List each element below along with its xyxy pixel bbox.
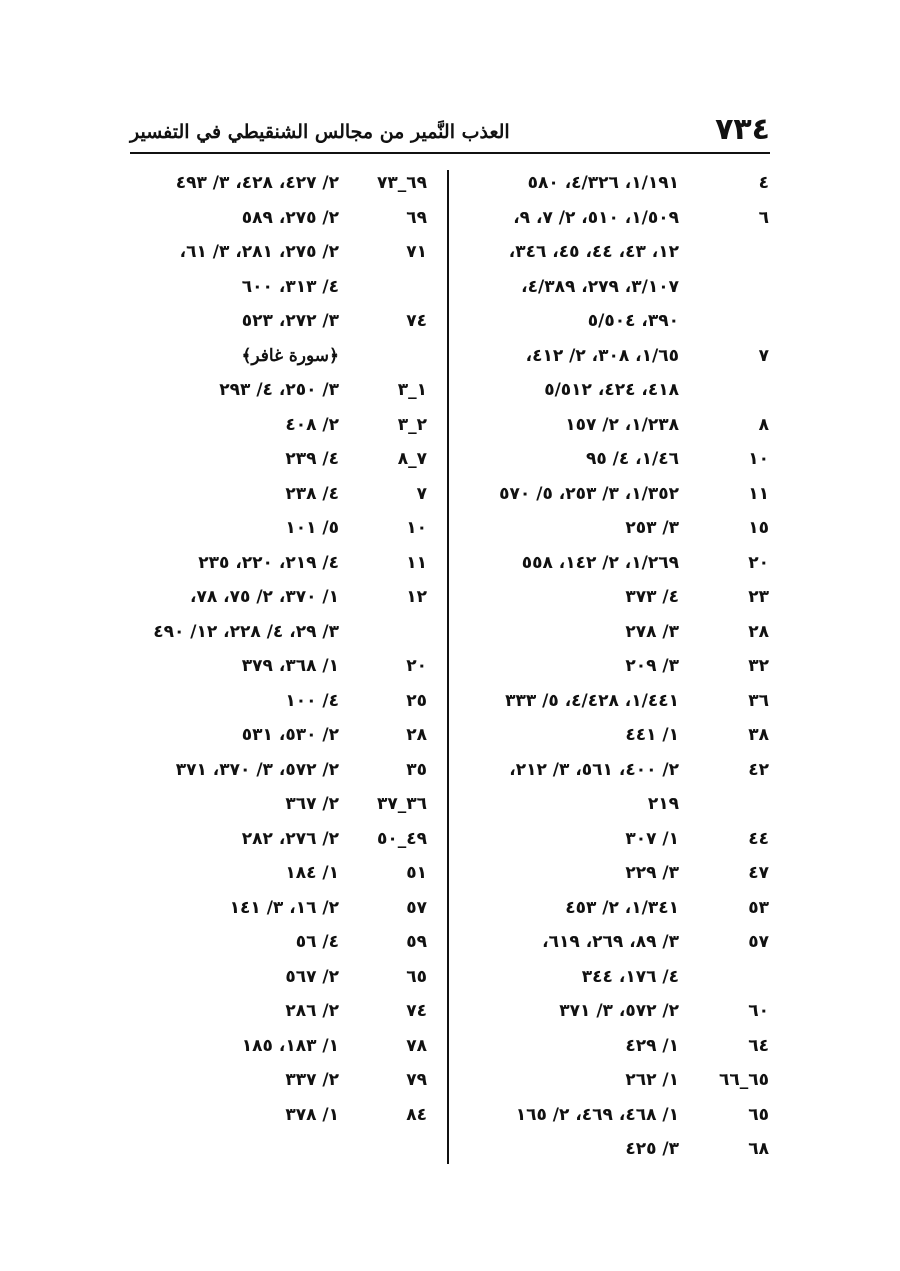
- index-row: [130, 477, 435, 512]
- index-row: [470, 477, 775, 512]
- page-number: ٧٣٤: [715, 112, 770, 147]
- index-row: [470, 373, 775, 408]
- index-row: [130, 511, 435, 546]
- index-row: [470, 511, 775, 546]
- page-references: ١/ ٣٧٠، ٢/ ٧٥، ٧٨،: [190, 587, 339, 607]
- page-references: ٣/ ٢٩، ٤/ ٢٢٨، ١٢/ ٤٩٠: [153, 621, 339, 642]
- page-references: ٣/ ٢٧٨: [625, 621, 679, 642]
- ayah-number: ٢٥: [406, 690, 427, 711]
- index-row: [130, 580, 435, 615]
- page-references: ٢١٩: [647, 794, 679, 814]
- index-row: [470, 994, 775, 1029]
- index-row: [130, 339, 435, 374]
- ayah-number: ٥٩: [406, 932, 427, 952]
- index-row: [130, 822, 435, 857]
- ayah-number: ٥٧: [748, 932, 769, 952]
- index-column-right: [470, 166, 775, 1167]
- index-row: [470, 718, 775, 753]
- ayah-number: ٣٥: [406, 759, 427, 780]
- page-header: [130, 112, 770, 154]
- ayah-number: ٦٩_٧٣: [376, 173, 427, 193]
- page-references: ٤/ ٢٣٩: [285, 449, 339, 469]
- ayah-number: ١٥: [748, 518, 769, 538]
- index-row: [470, 615, 775, 650]
- index-row: [130, 925, 435, 960]
- page-references: ١/٣٤١، ٢/ ٤٥٣: [565, 897, 679, 918]
- page-references: ٣٩٠، ٥/٥٠٤: [587, 311, 679, 331]
- column-divider: [447, 170, 449, 1164]
- index-row: [130, 1098, 435, 1133]
- page-references: ٤/ ٢٣٨: [285, 483, 339, 504]
- index-row: [130, 201, 435, 236]
- index-row: [470, 580, 775, 615]
- ayah-number: ٦: [758, 207, 769, 228]
- index-row: [470, 684, 775, 719]
- page-references: ١/ ٤٤١: [625, 725, 679, 745]
- index-row: [470, 787, 775, 822]
- ayah-number: ١٠: [406, 518, 427, 538]
- page-references: ١/٤٤١، ٤/٤٢٨، ٥/ ٣٣٣: [505, 690, 679, 711]
- index-row: [130, 994, 435, 1029]
- index-column-left: [130, 166, 435, 1132]
- page-references: ٢/ ١٦، ٣/ ١٤١: [229, 897, 339, 918]
- index-row: [470, 235, 775, 270]
- page-references: ٣/ ٨٩، ٢٦٩، ٦١٩،: [542, 932, 679, 952]
- page-references: ٣/١٠٧، ٢٧٩، ٤/٣٨٩،: [521, 276, 679, 297]
- index-row: [130, 546, 435, 581]
- ayah-number: ١١: [406, 552, 427, 573]
- page-references: ٢/ ٥٧٢، ٣/ ٣٧٠، ٣٧١: [175, 759, 339, 780]
- page-references: ١/ ٣٧٨: [285, 1104, 339, 1125]
- page-references: ١/ ٣٠٧: [625, 828, 679, 849]
- page-references: ٣/ ٢٧٢، ٥٢٣: [241, 311, 339, 331]
- ayah-number: ٦٥: [748, 1104, 769, 1125]
- index-row: [130, 408, 435, 443]
- ayah-number: ٦٤: [748, 1035, 769, 1056]
- page-references: ٤/ ٥٦: [295, 932, 339, 952]
- ayah-number: ٧: [758, 345, 769, 366]
- ayah-number: ٨٤: [406, 1104, 427, 1125]
- ayah-number: ٢٣: [748, 587, 769, 607]
- ayah-number: ٦٠: [748, 1001, 769, 1021]
- book-title: العذب النَّمير من مجالس الشنقيطي في التفسير: [130, 121, 510, 143]
- index-row: [130, 235, 435, 270]
- page-references: ٣/ ٢٥٠، ٤/ ٢٩٣: [219, 380, 339, 400]
- surah-heading: ﴿سورة غافر﴾: [241, 345, 339, 366]
- index-row: [470, 546, 775, 581]
- ayah-number: ٤: [758, 173, 769, 193]
- page-references: ١/٥٠٩، ٥١٠، ٢/ ٧، ٩،: [513, 207, 679, 228]
- page-references: ٤١٨، ٤٢٤، ٥/٥١٢: [544, 380, 679, 400]
- page-references: ١/ ٣٦٨، ٣٧٩: [241, 656, 339, 676]
- ayah-number: ٧: [416, 483, 427, 504]
- ayah-number: ٦٩: [406, 207, 427, 228]
- ayah-number: ٧٨: [406, 1035, 427, 1056]
- ayah-number: ١_٣: [397, 380, 427, 400]
- page-references: ١/٢٦٩، ٢/ ١٤٢، ٥٥٨: [521, 552, 679, 573]
- ayah-number: ١٠: [748, 449, 769, 469]
- ayah-number: ٤٢: [748, 759, 769, 780]
- page-references: ٤/ ٣٧٣: [625, 587, 679, 607]
- page-references: ٣/ ٤٢٥: [625, 1139, 679, 1159]
- page-references: ١/٣٥٢، ٣/ ٢٥٣، ٥/ ٥٧٠: [499, 483, 679, 504]
- ayah-number: ٦٨: [748, 1139, 769, 1159]
- index-row: [130, 891, 435, 926]
- page-references: ٢/ ٢٧٥، ٢٨١، ٣/ ٦١،: [179, 242, 339, 262]
- index-row: [470, 201, 775, 236]
- index-row: [130, 649, 435, 684]
- page-references: ٢/ ٣٣٧: [285, 1070, 339, 1090]
- page-references: ١/٢٣٨، ٢/ ١٥٧: [565, 414, 679, 435]
- page-references: ٢/ ٣٦٧: [285, 794, 339, 814]
- ayah-number: ٦٥_٦٦: [718, 1070, 769, 1090]
- index-row: [470, 822, 775, 857]
- index-row: [470, 925, 775, 960]
- index-row: [470, 753, 775, 788]
- ayah-number: ١٢: [406, 587, 427, 607]
- page-references: ٢/ ٥٣٠، ٥٣١: [241, 725, 339, 745]
- index-row: [470, 442, 775, 477]
- index-row: [130, 960, 435, 995]
- page-references: ٣/ ٢٠٩: [625, 656, 679, 676]
- page-references: ٤/ ١٧٦، ٣٤٤: [581, 966, 679, 987]
- ayah-number: ٤٩_٥٠: [376, 828, 427, 849]
- index-row: [130, 787, 435, 822]
- index-row: [130, 270, 435, 305]
- ayah-number: ٧١: [406, 242, 427, 262]
- page-references: ٣/ ٢٢٩: [625, 863, 679, 883]
- ayah-number: ٣٦_٣٧: [376, 794, 427, 814]
- index-row: [470, 856, 775, 891]
- index-row: [470, 408, 775, 443]
- page-references: ٤/ ٢١٩، ٢٢٠، ٢٣٥: [198, 552, 339, 573]
- index-row: [470, 1029, 775, 1064]
- page-references: ٢/ ٤٢٧، ٤٢٨، ٣/ ٤٩٣: [175, 173, 339, 193]
- ayah-number: ٢٨: [748, 621, 769, 642]
- index-row: [130, 684, 435, 719]
- index-row: [470, 270, 775, 305]
- page-references: ١/٦٥، ٣٠٨، ٢/ ٤١٢،: [525, 345, 679, 366]
- index-row: [470, 1132, 775, 1167]
- index-row: [130, 718, 435, 753]
- page-references: ١/ ١٨٤: [285, 863, 339, 883]
- page-references: ٢/ ٥٧٢، ٣/ ٣٧١: [559, 1001, 679, 1021]
- index-row: [470, 891, 775, 926]
- ayah-number: ٣٨: [748, 725, 769, 745]
- index-row: [130, 1063, 435, 1098]
- ayah-number: ٥٧: [406, 897, 427, 918]
- page-references: ١/١٩١، ٤/٣٢٦، ٥٨٠: [527, 173, 679, 193]
- page-references: ٣/ ٢٥٣: [625, 518, 679, 538]
- page-references: ٢/ ٢٨٦: [285, 1001, 339, 1021]
- page-references: ٢/ ٢٧٦، ٢٨٢: [241, 828, 339, 849]
- index-row: [470, 166, 775, 201]
- ayah-number: ٦٥: [406, 966, 427, 987]
- page-references: ٢/ ٤٠٠، ٥٦١، ٣/ ٢١٢،: [509, 759, 679, 780]
- ayah-number: ٨: [758, 414, 769, 435]
- ayah-number: ٧_٨: [397, 449, 427, 469]
- index-row: [470, 1063, 775, 1098]
- index-row: [130, 753, 435, 788]
- index-row: [470, 649, 775, 684]
- ayah-number: ٧٤: [406, 1001, 427, 1021]
- index-row: [130, 304, 435, 339]
- ayah-number: ٧٤: [406, 311, 427, 331]
- page-references: ٢/ ٤٠٨: [285, 414, 339, 435]
- index-row: [470, 339, 775, 374]
- page-references: ١/ ٢٦٢: [625, 1070, 679, 1090]
- ayah-number: ٥١: [406, 863, 427, 883]
- index-row: [130, 166, 435, 201]
- page-references: ١/ ٤٦٨، ٤٦٩، ٢/ ١٦٥: [515, 1104, 679, 1125]
- index-row: [470, 1098, 775, 1133]
- page-references: ٥/ ١٠١: [285, 518, 339, 538]
- ayah-number: ٣٢: [748, 656, 769, 676]
- ayah-number: ٥٣: [748, 897, 769, 918]
- ayah-number: ٢٨: [406, 725, 427, 745]
- page-references: ١/ ٤٢٩: [625, 1035, 679, 1056]
- index-row: [130, 373, 435, 408]
- ayah-number: ٧٩: [406, 1070, 427, 1090]
- ayah-number: ٣٦: [748, 690, 769, 711]
- index-row: [470, 960, 775, 995]
- index-row: [470, 304, 775, 339]
- page-references: ٤/ ١٠٠: [285, 690, 339, 711]
- index-row: [130, 856, 435, 891]
- page-references: ٤/ ٣١٣، ٦٠٠: [241, 276, 339, 297]
- index-row: [130, 442, 435, 477]
- ayah-number: ٢٠: [406, 656, 427, 676]
- ayah-number: ٢٠: [748, 552, 769, 573]
- page-references: ١/ ١٨٣، ١٨٥: [241, 1035, 339, 1056]
- index-row: [130, 1029, 435, 1064]
- ayah-number: ٢_٣: [397, 414, 427, 435]
- page-references: ٢/ ٢٧٥، ٥٨٩: [241, 207, 339, 228]
- ayah-number: ٤٤: [748, 828, 769, 849]
- page-references: ١/٤٦، ٤/ ٩٥: [585, 449, 679, 469]
- ayah-number: ١١: [748, 483, 769, 504]
- ayah-number: ٤٧: [748, 863, 769, 883]
- page-references: ١٢، ٤٣، ٤٤، ٤٥، ٣٤٦،: [508, 242, 679, 262]
- page-references: ٢/ ٥٦٧: [285, 966, 339, 987]
- index-row: [130, 615, 435, 650]
